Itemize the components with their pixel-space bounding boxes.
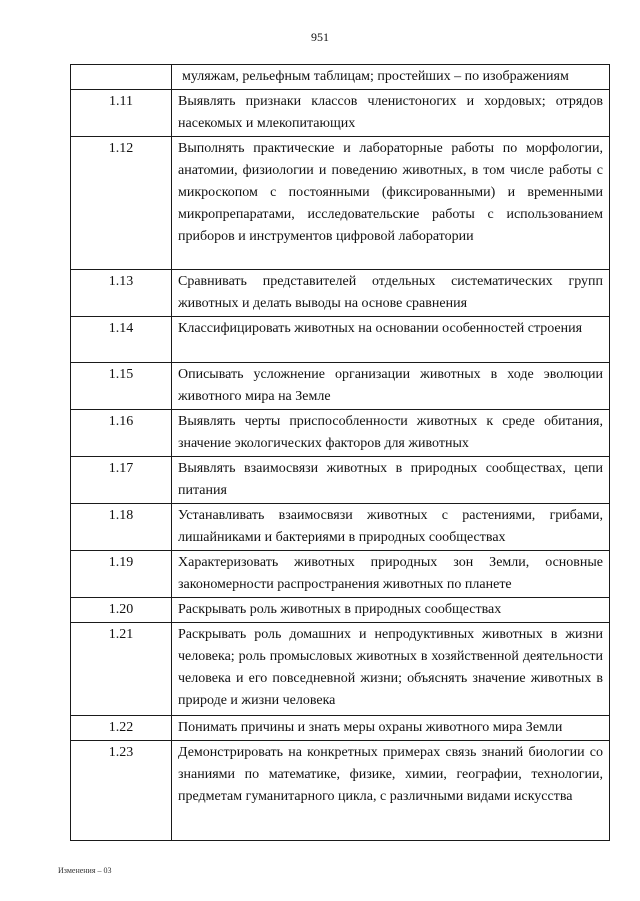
row-text: Сравнивать представителей отдельных систематических групп животных и делать выводы на основе сравнения: [172, 270, 610, 317]
table-row: [71, 551, 610, 598]
row-code: 1.23: [71, 741, 172, 841]
table-row: [71, 270, 610, 317]
table-row: [71, 363, 610, 410]
row-code: 1.17: [71, 457, 172, 504]
row-code: 1.12: [71, 137, 172, 270]
row-text: Раскрывать роль животных в природных сообществах: [172, 598, 610, 623]
row-text: Понимать причины и знать меры охраны животного мира Земли: [172, 716, 610, 741]
table-row: [71, 90, 610, 137]
row-text: Демонстрировать на конкретных примерах связь знаний биологии со знаниями по математике, физике, химии, географии, технологии, предметам гуманитарного цикла, с различными видами искусства: [172, 741, 610, 841]
row-code: 1.20: [71, 598, 172, 623]
row-code: 1.18: [71, 504, 172, 551]
table-row: [71, 504, 610, 551]
row-code: 1.13: [71, 270, 172, 317]
row-text: муляжам, рельефным таблицам; простейших – по изображениям: [172, 65, 610, 90]
footer-revision-note: Изменения – 03: [58, 866, 112, 875]
table-row: [71, 457, 610, 504]
table-row: [71, 317, 610, 363]
row-code: 1.15: [71, 363, 172, 410]
table-row: [71, 716, 610, 741]
row-text: Классифицировать животных на основании особенностей строения: [172, 317, 610, 363]
row-text: Раскрывать роль домашних и непродуктивных животных в жизни человека; роль промысловых животных в хозяйственной деятельности человека и его повседневной жизни; объяснять значение животных в природе и жизни человека: [172, 623, 610, 716]
row-text: Устанавливать взаимосвязи животных с растениями, грибами, лишайниками и бактериями в природных сообществах: [172, 504, 610, 551]
table-row: [71, 623, 610, 716]
row-text: Выявлять черты приспособленности животных к среде обитания, значение экологических факторов для животных: [172, 410, 610, 457]
row-text: Выявлять признаки классов членистоногих и хордовых; отрядов насекомых и млекопитающих: [172, 90, 610, 137]
row-code: 1.19: [71, 551, 172, 598]
row-code: 1.14: [71, 317, 172, 363]
row-code: [71, 65, 172, 90]
row-code: 1.22: [71, 716, 172, 741]
row-text: Выполнять практические и лабораторные работы по морфологии, анатомии, физиологии и поведению животных, в том числе работы с микроскопом с постоянными (фиксированными) и временными микропрепаратами, исследовательские работы с использованием приборов и инструментов цифровой лаборатории: [172, 137, 610, 270]
page-number: 951: [311, 30, 329, 44]
row-code: 1.11: [71, 90, 172, 137]
row-code: 1.21: [71, 623, 172, 716]
requirements-table: [70, 64, 610, 841]
table-row: [71, 137, 610, 270]
row-text: Описывать усложнение организации животных в ходе эволюции животного мира на Земле: [172, 363, 610, 410]
row-text: Характеризовать животных природных зон Земли, основные закономерности распространения животных по планете: [172, 551, 610, 598]
table-row: [71, 598, 610, 623]
table-row: [71, 741, 610, 841]
row-text: Выявлять взаимосвязи животных в природных сообществах, цепи питания: [172, 457, 610, 504]
table-row: [71, 410, 610, 457]
row-code: 1.16: [71, 410, 172, 457]
table-row: [71, 65, 610, 90]
